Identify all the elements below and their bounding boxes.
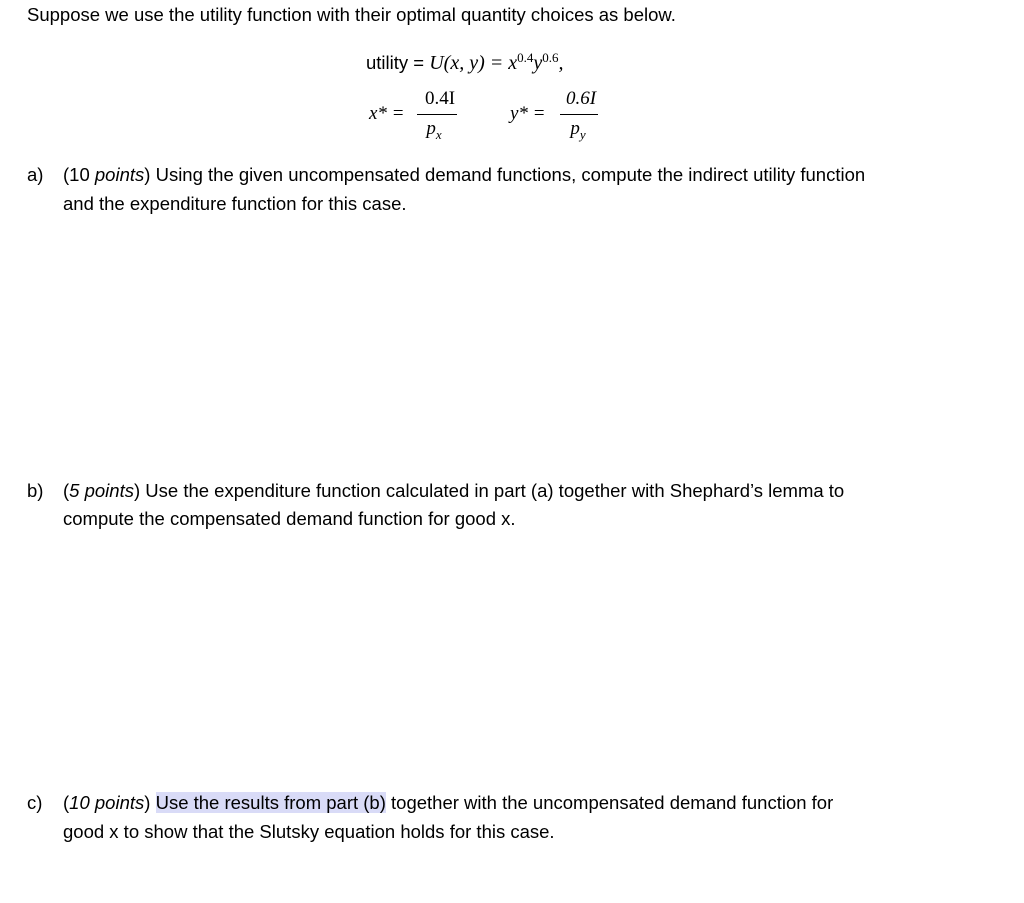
utility-label: utility =: [366, 52, 425, 74]
question-b-line1: [63, 477, 844, 505]
utility-equation: [366, 44, 564, 77]
question-c-line2: good x to show that the Slutsky equation holds for this case.: [63, 821, 555, 842]
y-demand-numerator-text: 0.6I: [565, 88, 597, 109]
utility-expression: U(x, y) = x: [429, 52, 518, 75]
question-c-points-open: (: [63, 792, 70, 813]
y-demand-lhs: y* =: [510, 103, 546, 124]
intro-text: Suppose we use the utility function with their optimal quantity choices as below.: [27, 4, 676, 25]
question-a-points-close: ): [144, 164, 151, 185]
x-demand-numerator-text: 0.4I: [424, 88, 456, 109]
x-demand-lhs: x* =: [369, 103, 405, 124]
x-den-sub: x: [435, 126, 442, 142]
question-b-line2: compute the compensated demand function for good x.: [63, 508, 516, 529]
question-b-points-word: 5 points: [69, 480, 134, 501]
question-c-marker: c): [27, 792, 43, 813]
question-b-points-open: (: [63, 480, 70, 501]
question-c-text: together with the uncompensated demand function for: [385, 792, 834, 813]
question-a-points-word: points: [94, 164, 145, 185]
question-a-marker: a): [27, 164, 44, 185]
y-demand-numerator: [555, 88, 607, 110]
question-b-marker: b): [27, 480, 44, 501]
question-b-text: Use the expenditure function calculated in part (a) together with Shephard’s lemma to: [140, 480, 845, 501]
question-c-points-close: ): [144, 792, 151, 813]
x-demand-numerator: [414, 88, 466, 110]
question-a-line2: and the expenditure function for this case.: [63, 193, 407, 214]
question-a-points-open: (10: [63, 164, 95, 185]
utility-exponent-x: 0.4: [517, 50, 534, 65]
question-c-highlighted-text[interactable]: Use the results from part (b): [155, 792, 386, 813]
x-demand-denominator: [414, 118, 454, 143]
y-den-sub: y: [579, 126, 586, 142]
y-den-p: p: [570, 118, 580, 139]
y-demand-denominator: [558, 118, 598, 143]
y-fraction-bar: [560, 114, 598, 115]
question-a-line1: [63, 161, 865, 189]
x-den-p: p: [426, 118, 436, 139]
utility-exponent-y: 0.6: [542, 50, 559, 65]
question-c-line1: [63, 789, 833, 817]
utility-comma: ,: [558, 52, 564, 75]
utility-y: y: [533, 52, 543, 75]
question-b-points-close: ): [133, 480, 141, 501]
question-a-text: Using the given uncompensated demand functions, compute the indirect utility function: [150, 164, 866, 185]
question-c-points-word: 10 points: [69, 792, 145, 813]
x-fraction-bar: [417, 114, 457, 115]
